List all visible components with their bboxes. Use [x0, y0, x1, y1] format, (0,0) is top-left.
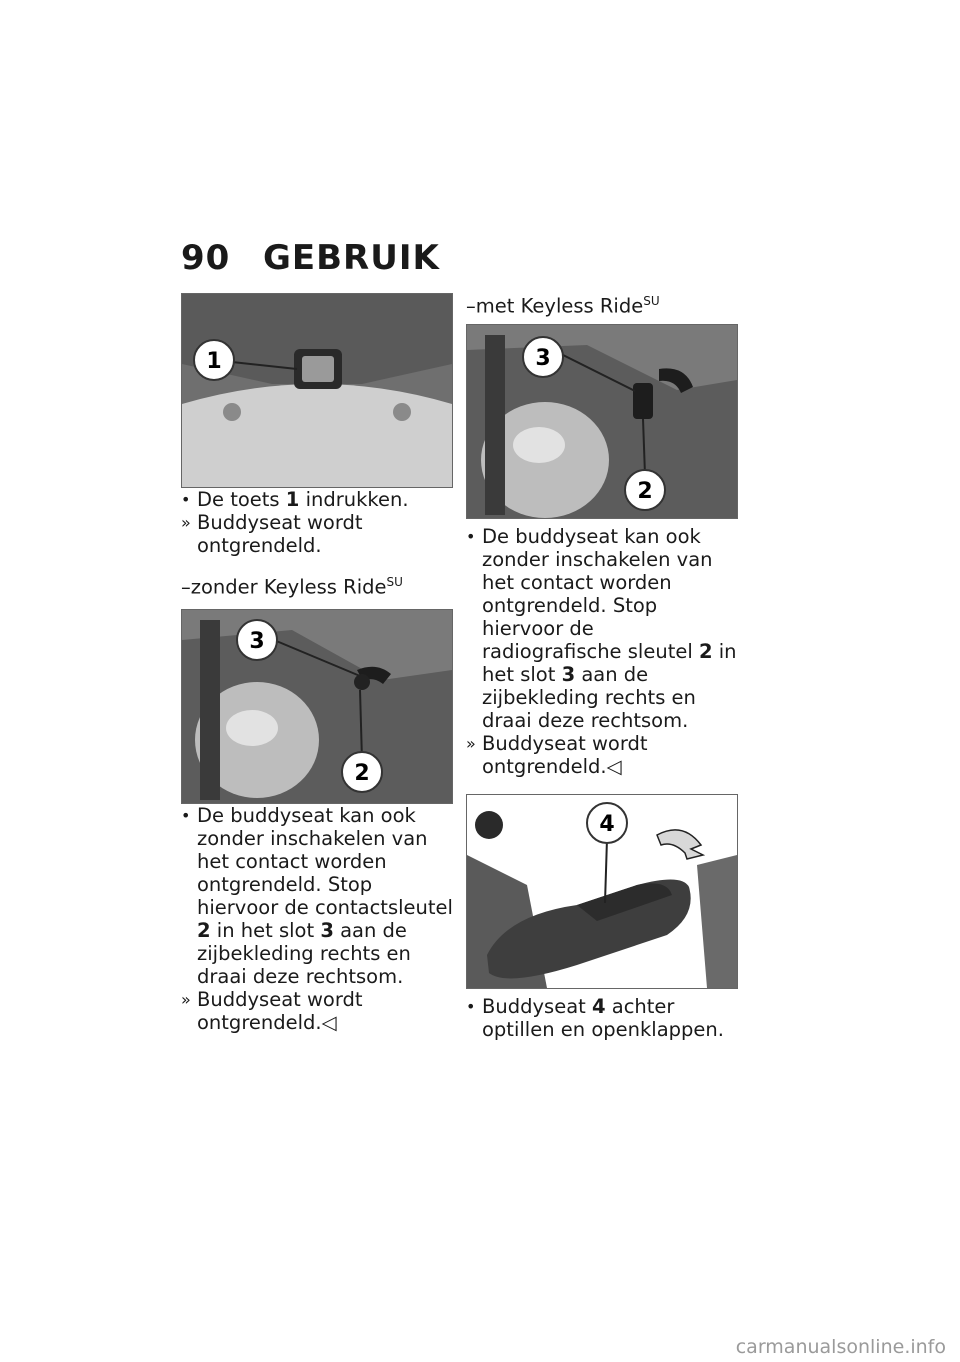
- condition-heading: [181, 571, 453, 599]
- part-reference: 4: [591, 994, 606, 1018]
- part-reference: 3: [561, 662, 576, 686]
- end-of-section-icon: ◁: [321, 1010, 337, 1034]
- result-line: [181, 511, 453, 557]
- result-text: Buddyseat wordt ontgrendeld.: [197, 511, 363, 557]
- bullet-icon: •: [181, 490, 191, 509]
- part-reference: 2: [197, 918, 211, 942]
- figure-keyless-slot: [466, 324, 738, 519]
- figure-seat-button: [181, 293, 453, 488]
- step-text: De toets: [197, 488, 286, 511]
- instruction-step: [466, 995, 738, 1041]
- equipment-code: SU: [386, 575, 403, 589]
- step-text: Buddyseat: [482, 994, 592, 1018]
- step-text: De buddyseat kan ook zonder inschakelen van het contact worden ontgrendeld. Stop hiervoor de contactsleutel: [197, 803, 453, 919]
- step-text: aan de zijbekleding rechts en draai deze rechtsom.: [197, 918, 411, 988]
- end-of-section-icon: ◁: [606, 754, 622, 778]
- right-column: [466, 290, 738, 1041]
- condition-text: –zonder Keyless Ride: [181, 575, 387, 599]
- condition-text: –met Keyless Ride: [466, 294, 644, 318]
- figure-callout-1: 1: [206, 349, 222, 374]
- instruction-step: [466, 525, 738, 732]
- figure-buddyseat-illustration: [467, 795, 737, 988]
- step-text: aan de zijbekleding rechts en draai deze rechtsom.: [482, 662, 696, 732]
- bullet-icon: •: [466, 526, 476, 546]
- figure-callout-3: 3: [249, 628, 265, 654]
- step-text: in het slot: [210, 918, 321, 942]
- page-header: [181, 238, 440, 278]
- bullet-icon: •: [181, 805, 191, 825]
- figure-seat-button-illustration: [182, 294, 452, 487]
- result-text: Buddyseat wordt ontgrendeld.: [482, 731, 648, 778]
- result-text: Buddyseat wordt ontgrendeld.: [197, 987, 363, 1034]
- figure-callout-4: 4: [599, 811, 615, 837]
- instruction-step: [181, 804, 453, 988]
- figure-callout-2: 2: [354, 760, 370, 786]
- figure-callout-2: 2: [637, 478, 653, 504]
- result-line: [181, 988, 453, 1034]
- figure-callout-3: 3: [535, 345, 551, 371]
- figure-key-slot-illustration: [182, 610, 452, 803]
- figure-buddyseat: [466, 794, 738, 989]
- watermark: carmanualsonline.info: [735, 1336, 946, 1358]
- condition-heading: [466, 290, 738, 318]
- left-column: [181, 293, 453, 1034]
- page-number: 90: [181, 238, 231, 278]
- step-text: achter optillen en openklappen.: [482, 994, 724, 1041]
- figure-keyless-slot-illustration: [467, 325, 737, 518]
- part-reference: 3: [320, 918, 334, 942]
- bullet-icon: •: [466, 996, 476, 1016]
- part-reference: 1: [285, 488, 300, 511]
- result-icon: »: [181, 513, 191, 532]
- step-text: indrukken.: [299, 488, 409, 511]
- step-text: De buddyseat kan ook zonder inschakelen van het contact worden ontgrendeld. Stop hiervoor de radiografische sleutel: [482, 524, 713, 663]
- result-icon: »: [466, 733, 476, 753]
- result-icon: »: [181, 989, 191, 1009]
- figure-key-slot: [181, 609, 453, 804]
- equipment-code: SU: [643, 294, 660, 308]
- part-reference: 2: [698, 639, 713, 663]
- section-title: GEBRUIK: [263, 238, 440, 278]
- result-line: [466, 732, 738, 778]
- step-text: in het slot: [482, 639, 737, 686]
- instruction-step: [181, 488, 453, 511]
